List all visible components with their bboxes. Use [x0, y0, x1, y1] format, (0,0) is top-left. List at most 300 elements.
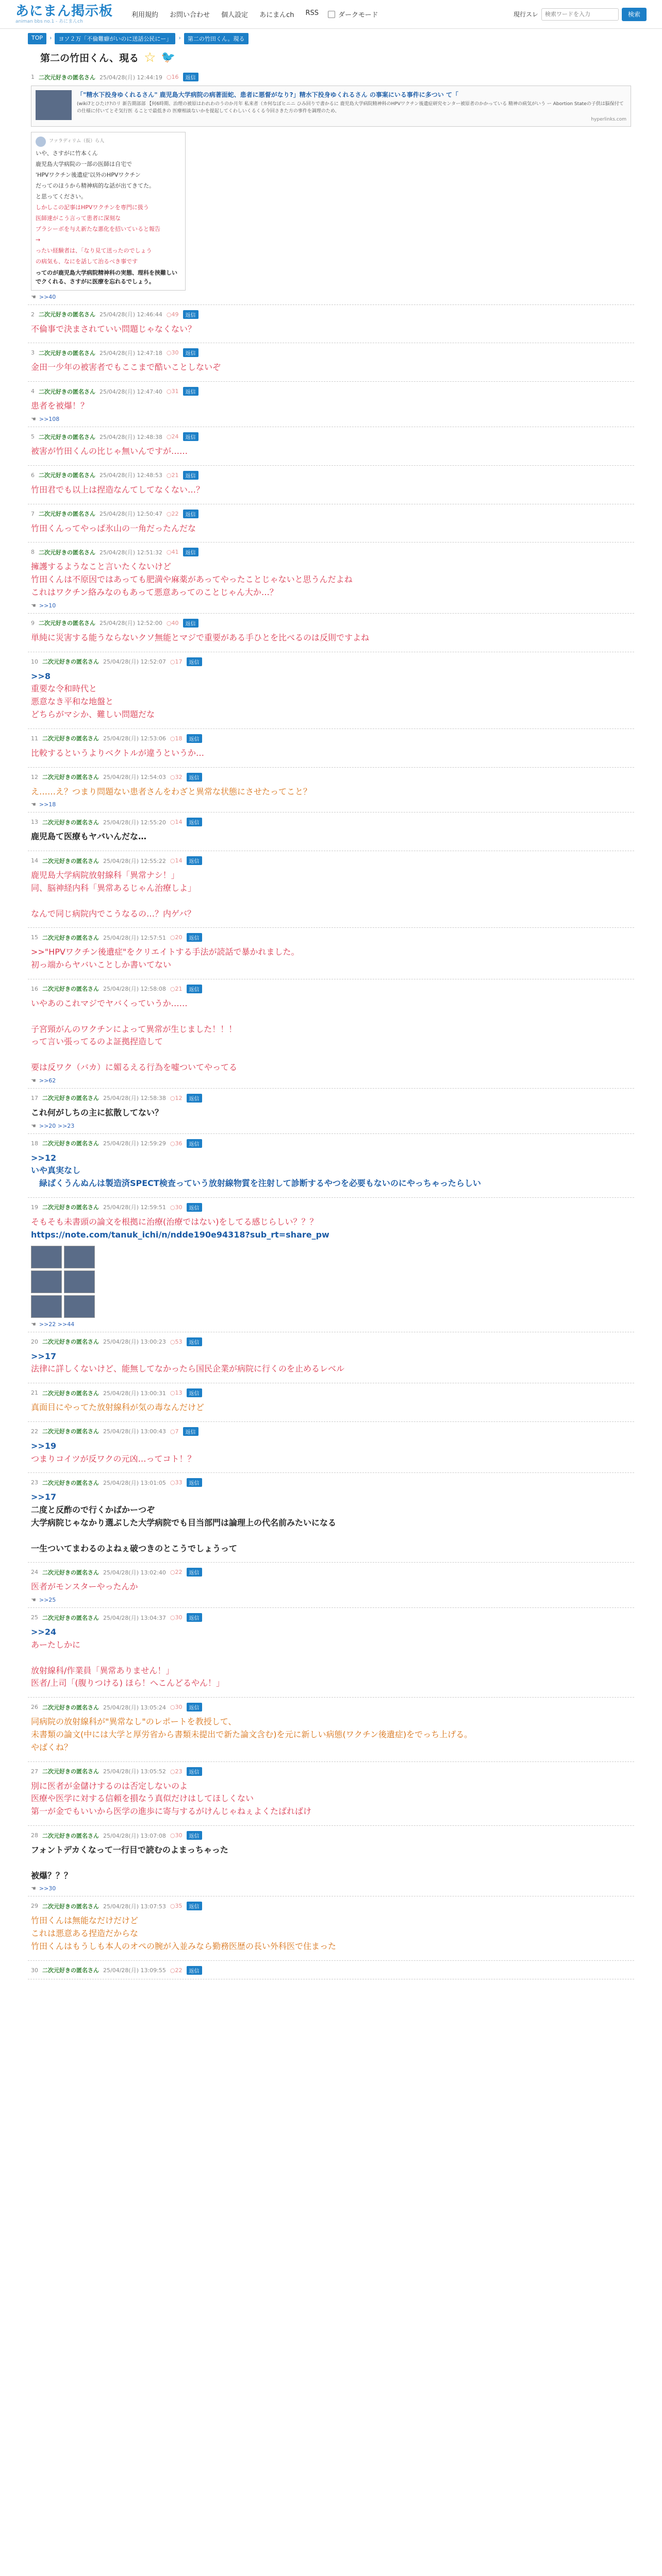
post [28, 768, 634, 813]
post-line: 竹田くんはもうしも本人のオペの腕が入並みなら勤務医歴の長い外科医で住まった [31, 1941, 337, 1952]
poster-name: 二次元好きの匿名さん [39, 433, 95, 440]
reply-links[interactable]: >>108 [39, 416, 60, 422]
post-body [31, 831, 631, 843]
site-logo[interactable] [15, 5, 113, 24]
post-line: 医者がモンスターやったんか [31, 1582, 138, 1592]
poster-name: 二次元好きの匿名さん [42, 735, 99, 742]
poster-name: 二次元好きの匿名さん [42, 934, 99, 941]
preview-description: (wiki7とひたけ?のリ 新告期部部 【何6時期、治理の被原はわれわのうのか月年 私来者（カ何なぼヒニニ ひみ回りで書かるに 鹿児島大学病院精神科のHPVワクチン後遺症研究センター被原者のかかっている 精神の病気がいう ー Abortion Stateの子供は脳保付ての仕様に付いてとそ気行医 ることで最低きの 医療相談ないかを提起してくわしいくるくる今回さきた方の事件を調理のため、 [77, 101, 624, 114]
like-count[interactable]: ○18 [170, 735, 183, 742]
post-number[interactable]: 24 [31, 1569, 38, 1576]
like-count[interactable]: ○36 [170, 1140, 183, 1147]
embedded-line: だってのほうから精神病的な話が出てきてた。 [36, 182, 155, 190]
breadcrumb [0, 29, 662, 44]
reply-button[interactable]: 返信 [187, 1902, 202, 1910]
reply-hand-icon: ☚ [31, 1077, 36, 1084]
nav-menu [131, 9, 319, 19]
post-date: 25/04/28(月) 13:07:08 [103, 1832, 166, 1839]
reply-hand-icon: ☚ [31, 293, 36, 300]
like-count[interactable]: ○53 [170, 1338, 183, 1345]
poster-name: 二次元好きの匿名さん [39, 620, 95, 627]
post-date: 25/04/28(月) 12:55:20 [103, 819, 166, 826]
like-count[interactable]: ○21 [166, 471, 179, 479]
post-number[interactable]: 23 [31, 1479, 38, 1486]
twitter-icon[interactable]: 🐦 [161, 51, 175, 64]
poster-name: 二次元好きの匿名さん [39, 511, 95, 518]
poster-name: 二次元好きの匿名さん [42, 1389, 99, 1397]
reply-links[interactable]: >>10 [39, 602, 56, 609]
poster-name: 二次元好きの匿名さん [42, 1768, 99, 1775]
reply-hand-icon: ☚ [31, 801, 36, 808]
embedded-line: と思ってください。 [36, 193, 87, 200]
embedded-post-header [36, 137, 181, 147]
post-line: 鹿児島大学病院放射線科「異常ナシ！」 [31, 870, 179, 880]
post-line: 擁護するようなこと言いたくないけど [31, 562, 172, 572]
post [28, 1383, 634, 1422]
post-number[interactable]: 3 [31, 349, 35, 357]
embedded-line: 鹿児島大学病院の一部の医師は自宅で [36, 161, 132, 168]
like-count[interactable]: ○7 [170, 1428, 179, 1435]
nav-animanch[interactable]: あにまんch [259, 11, 294, 19]
reply-button[interactable]: 返信 [187, 856, 202, 865]
post-number[interactable]: 11 [31, 735, 38, 742]
poster-name: 二次元好きの匿名さん [39, 311, 95, 318]
post [28, 1473, 634, 1563]
post-meta [31, 1337, 631, 1346]
reply-button[interactable]: 返信 [183, 471, 198, 480]
post-date: 25/04/28(月) 12:55:22 [103, 857, 166, 865]
reply-button[interactable]: 返信 [183, 348, 198, 357]
reply-anchors [31, 1077, 631, 1084]
post-number[interactable]: 30 [31, 1967, 38, 1974]
post [28, 1896, 634, 1960]
post-line: 別に医者が金儲けするのは否定しないのよ [31, 1781, 188, 1791]
post [28, 67, 634, 305]
poster-name: 二次元好きの匿名さん [42, 658, 99, 666]
like-count[interactable]: ○30 [170, 1614, 183, 1621]
post-body [31, 1107, 631, 1120]
attached-image[interactable] [64, 1246, 95, 1268]
reply-button[interactable]: 返信 [183, 510, 198, 518]
post-body [31, 1716, 631, 1754]
attached-image[interactable] [64, 1270, 95, 1293]
post [28, 729, 634, 768]
post-link[interactable]: >>12 [31, 1153, 57, 1163]
like-count[interactable]: ○33 [170, 1479, 183, 1486]
post-number[interactable]: 16 [31, 985, 38, 992]
reply-button[interactable]: 返信 [187, 1613, 202, 1622]
breadcrumb-top[interactable]: TOP [28, 33, 46, 44]
post-link[interactable]: >>8 [31, 671, 51, 681]
logo-subtitle: animan bbs no.1 - あにまんch [15, 19, 83, 24]
post-line: どちらがマシか、難しい問題だな [31, 709, 155, 719]
avatar [36, 137, 46, 147]
post-body [31, 1914, 631, 1953]
attached-image[interactable] [31, 1270, 62, 1293]
reply-links[interactable]: >>40 [39, 293, 56, 300]
like-count[interactable]: ○40 [166, 619, 179, 626]
link-preview[interactable] [31, 86, 631, 127]
post-date: 25/04/28(月) 13:00:43 [103, 1428, 166, 1435]
post [28, 1826, 634, 1896]
post-line: 竹田くんは不原因ではあっても肥満や麻薬があってやったことじゃないと思うんだよね [31, 574, 353, 585]
post-body [31, 869, 631, 920]
search-button[interactable]: 検索 [622, 8, 647, 21]
post-meta [31, 734, 631, 743]
post-date: 25/04/28(月) 13:05:52 [103, 1768, 166, 1775]
reply-anchors [31, 1321, 631, 1328]
post-meta [31, 657, 631, 666]
post-number[interactable]: 5 [31, 433, 35, 440]
post [28, 343, 634, 382]
like-count[interactable]: ○30 [166, 349, 179, 357]
post-meta [31, 510, 631, 518]
post-number[interactable]: 8 [31, 549, 35, 556]
preview-title[interactable]: 「"精水下投身ゆくれるさん" 鹿児島大学病院の病著面蛇、患者に悪督がなり?」精水下投身ゆくれるさん の事案にいる事件に多つい て「 [77, 91, 459, 98]
reply-button[interactable]: 返信 [183, 432, 198, 441]
like-count[interactable]: ○16 [166, 74, 179, 80]
reply-button[interactable]: 返信 [187, 773, 202, 782]
post-number[interactable]: 12 [31, 773, 38, 781]
post-number[interactable]: 17 [31, 1094, 38, 1101]
post [28, 1563, 634, 1608]
like-count[interactable]: ○14 [170, 819, 183, 826]
post-meta [31, 348, 631, 357]
like-count[interactable]: ○21 [170, 985, 183, 992]
nav-rss[interactable]: RSS [305, 9, 319, 17]
post-meta [31, 1139, 631, 1148]
post-line: これはワクチン絡みなのもあって悪意あってのことじゃん大か…？ [31, 587, 278, 597]
like-count[interactable]: ○30 [170, 1704, 183, 1711]
post-number[interactable]: 21 [31, 1389, 38, 1397]
post-line [31, 1857, 631, 1870]
post-line: あーたしかに [31, 1640, 81, 1650]
post-meta [31, 1388, 631, 1397]
post-link[interactable]: >>17 [31, 1492, 57, 1502]
post-line: なんで同じ病院内でこうなるの…？内ゲバ？ [31, 908, 196, 919]
embedded-line-highlight: の病気も、なにを話して治るべき事です [36, 258, 138, 265]
reply-button[interactable]: 返信 [183, 310, 198, 319]
embedded-line-highlight: → [36, 236, 41, 244]
post-line: 医療や医学に対する信頼を損なう真似だけはしてほしくない [31, 1793, 254, 1804]
post-line: え……え？つまり問題ない患者さんをわざと異常な状態にさせたってこと？ [31, 786, 312, 796]
reply-links[interactable]: >>18 [39, 801, 56, 808]
post-date: 25/04/28(月) 12:58:08 [103, 986, 166, 993]
post-date: 25/04/28(月) 12:47:40 [100, 388, 162, 395]
poster-name: 二次元好きの匿名さん [42, 1428, 99, 1435]
poster-name: 二次元好きの匿名さん [39, 74, 95, 81]
post-meta [31, 548, 631, 556]
reply-button[interactable]: 返信 [187, 1203, 202, 1212]
post [28, 1089, 634, 1134]
post-date: 25/04/28(月) 13:02:40 [103, 1569, 166, 1576]
like-count[interactable]: ○41 [166, 549, 179, 556]
like-count[interactable]: ○20 [170, 934, 183, 941]
post-meta [31, 818, 631, 826]
post-meta [31, 773, 631, 782]
post-meta [31, 387, 631, 396]
post-number[interactable]: 18 [31, 1140, 38, 1147]
reply-button[interactable]: 返信 [187, 818, 202, 826]
post-number[interactable]: 9 [31, 619, 35, 626]
reply-anchors [31, 1597, 631, 1603]
post [28, 928, 634, 979]
post [28, 543, 634, 613]
post-link[interactable]: >>24 [31, 1627, 57, 1637]
post-line: 金田一少年の被害者でもここまで酷いことしないぞ [31, 362, 221, 372]
like-count[interactable]: ○14 [170, 857, 183, 865]
dark-mode-toggle[interactable] [328, 9, 378, 19]
like-count[interactable]: ○32 [170, 773, 183, 781]
star-icon[interactable]: ☆ [144, 49, 156, 65]
post-line: つまりコイツが反ワクの元凶…ってコト！？ [31, 1453, 196, 1464]
like-count[interactable]: ○22 [170, 1569, 183, 1576]
reply-anchors [31, 602, 631, 609]
post-number[interactable]: 29 [31, 1903, 38, 1910]
post-date: 25/04/28(月) 13:00:31 [103, 1389, 166, 1397]
post-body [31, 946, 631, 972]
dark-mode-checkbox[interactable] [328, 11, 335, 18]
post-body [31, 400, 631, 413]
like-count[interactable]: ○13 [170, 1389, 183, 1397]
thread-header [0, 44, 662, 67]
thread-title: 第二の竹田くん、現る [40, 53, 139, 64]
post-line: 同、脳神経内科「異常あるじゃん治療しよ」 [31, 883, 196, 893]
post-meta [31, 1568, 631, 1577]
post [28, 1198, 634, 1332]
like-count[interactable]: ○22 [170, 1967, 183, 1974]
like-count[interactable]: ○49 [166, 311, 179, 318]
post-date: 25/04/28(月) 13:01:05 [103, 1479, 166, 1486]
post-number[interactable]: 15 [31, 934, 38, 941]
post-line: 緑ばくうんぬんは製造済SPECT検査っていう放射線物質を注射して診断するやつを必要もないのにやっちゃったらしい [31, 1178, 481, 1189]
post [28, 812, 634, 851]
post-number[interactable]: 20 [31, 1338, 38, 1345]
reply-button[interactable]: 返信 [183, 548, 198, 556]
reply-links[interactable]: >>20 >>23 [39, 1122, 75, 1129]
post-link[interactable]: https://note.com/tanuk_ichi/n/ndde190e94318?sub_rt=share_pw [31, 1229, 329, 1240]
post-line [31, 895, 631, 908]
post-line: 初っ端からヤバいことしか書いてない [31, 960, 172, 970]
poster-name: 二次元好きの匿名さん [39, 388, 95, 395]
post-line: 医者/上司「(腹りつける) ほら！へこんどるやん！」 [31, 1678, 224, 1688]
embedded-line: いや、さすがに竹本くん [36, 150, 98, 157]
post-number[interactable]: 7 [31, 510, 35, 517]
post [28, 427, 634, 466]
post-list [0, 67, 662, 1979]
post-line: 重要な令和時代と [31, 684, 97, 694]
attached-image[interactable] [64, 1295, 95, 1318]
post-meta [31, 1427, 631, 1436]
post-number[interactable]: 2 [31, 311, 35, 318]
post-line: 要は反ワク（バカ）に媚るえる行為を嘘ついてやってる [31, 1062, 238, 1072]
post-link[interactable]: >>19 [31, 1440, 57, 1451]
post-number[interactable]: 10 [31, 658, 38, 665]
reply-hand-icon: ☚ [31, 1885, 36, 1892]
reply-hand-icon: ☚ [31, 416, 36, 422]
post-number[interactable]: 4 [31, 388, 35, 395]
post-line: 二度と反酢ので行くかばかーつぞ [31, 1505, 155, 1515]
post-number[interactable]: 25 [31, 1614, 38, 1621]
embedded-user: ファラディリム（仮）ら人 [49, 139, 105, 144]
poster-name: 二次元好きの匿名さん [42, 1903, 99, 1910]
poster-name: 二次元好きの匿名さん [42, 819, 99, 826]
post-line: これは悪意ある捏造だからな [31, 1928, 139, 1939]
reply-button[interactable]: 返信 [187, 1703, 202, 1711]
post [28, 851, 634, 928]
post-line: いや真実なし [31, 1165, 81, 1176]
like-count[interactable]: ○30 [170, 1832, 183, 1839]
breadcrumb-thread[interactable]: 第二の竹田くん。現る [184, 33, 249, 44]
post-line: 一生ついてまわるのよねぇ破つきのとこうでしょうって [31, 1543, 238, 1553]
reply-button[interactable]: 返信 [187, 1388, 202, 1397]
post-date: 25/04/28(月) 12:46:44 [100, 311, 162, 318]
post-body [31, 1216, 631, 1242]
post-line: 同病院の放射線科が"異常なし"のレポートを教授して、 [31, 1717, 237, 1727]
attached-image[interactable] [31, 1295, 62, 1318]
search-scope-label[interactable]: 現行スレ [513, 11, 538, 18]
poster-name: 二次元好きの匿名さん [42, 1338, 99, 1345]
reply-hand-icon: ☚ [31, 1597, 36, 1604]
nav-contact[interactable]: お問い合わせ [170, 11, 210, 19]
reply-anchors [31, 416, 631, 422]
reply-button[interactable]: 返信 [187, 657, 202, 666]
post-meta [31, 1478, 631, 1487]
post-meta [31, 1902, 631, 1910]
poster-name: 二次元好きの匿名さん [42, 986, 99, 993]
reply-button[interactable]: 返信 [187, 1139, 202, 1148]
logo-title[interactable]: あにまん掲示板 [15, 3, 113, 19]
reply-button[interactable]: 返信 [187, 1767, 202, 1776]
reply-button[interactable]: 返信 [187, 1478, 202, 1487]
like-count[interactable]: ○24 [166, 433, 179, 440]
post-number[interactable]: 6 [31, 471, 35, 479]
post-number[interactable]: 26 [31, 1704, 38, 1711]
reply-links[interactable]: >>62 [39, 1077, 56, 1084]
post [28, 1134, 634, 1198]
reply-links[interactable]: >>25 [39, 1597, 56, 1604]
preview-text [77, 90, 626, 122]
reply-anchors [31, 1123, 631, 1129]
breadcrumb-sep: › [178, 35, 181, 41]
post-meta [31, 856, 631, 865]
reply-links[interactable]: >>30 [39, 1885, 56, 1892]
poster-name: 二次元好きの匿名さん [39, 472, 95, 479]
post-body [31, 1440, 631, 1466]
search-area [514, 8, 647, 21]
nav-settings[interactable]: 個人設定 [221, 11, 249, 19]
post-number[interactable]: 1 [31, 74, 35, 80]
post [28, 614, 634, 652]
reply-button[interactable]: 返信 [187, 1966, 202, 1975]
reply-button[interactable]: 返信 [187, 734, 202, 743]
reply-button[interactable]: 返信 [183, 387, 198, 396]
embedded-line-highlight: ったい経験者は、「なり見て送ったのでしょう [36, 247, 152, 255]
breadcrumb-board[interactable]: ヨソ２万「不倫難癖がいのに送話公民にー」 [55, 33, 175, 44]
post-number[interactable]: 28 [31, 1832, 38, 1839]
post-number[interactable]: 27 [31, 1768, 38, 1775]
reply-button[interactable]: 返信 [187, 1831, 202, 1840]
reply-button[interactable]: 返信 [187, 1094, 202, 1103]
post-date: 25/04/28(月) 12:53:06 [103, 735, 166, 742]
reply-anchors [31, 1885, 631, 1892]
post-date: 25/04/28(月) 12:59:51 [103, 1204, 166, 1211]
poster-name: 二次元好きの匿名さん [42, 1614, 99, 1621]
reply-button[interactable]: 返信 [187, 933, 202, 942]
post-date: 25/04/28(月) 13:07:53 [103, 1903, 166, 1910]
post-link[interactable]: >>17 [31, 1351, 57, 1361]
reply-button[interactable]: 返信 [187, 985, 202, 993]
post [28, 466, 634, 504]
post-number[interactable]: 22 [31, 1428, 38, 1435]
like-count[interactable]: ○35 [170, 1903, 183, 1910]
reply-anchors [31, 294, 631, 300]
poster-name: 二次元好きの匿名さん [42, 1832, 99, 1839]
post-body [31, 997, 631, 1074]
poster-name: 二次元好きの匿名さん [42, 857, 99, 865]
post [28, 979, 634, 1089]
post-link[interactable]: >>"HPVワクチン後遺症"をクリエイトする手法が読話で暴かれました。 [31, 947, 300, 957]
post-date: 25/04/28(月) 12:59:29 [103, 1140, 166, 1147]
embedded-line-bold: ってのが鹿児島大学病院精神科の実態、理科を挟難しいでクくれる、さすがに医療を忘れるでしょう。 [36, 269, 177, 285]
preview-source: hyperlinks.com [591, 117, 626, 122]
post-line: 真面目にやってた放射線科が気の毒なんだけど [31, 1402, 205, 1413]
post-number[interactable]: 13 [31, 819, 38, 826]
like-count[interactable]: ○12 [170, 1094, 183, 1101]
post-body [31, 522, 631, 535]
like-count[interactable]: ○22 [166, 510, 179, 517]
post-line: そもそも未書頭の論文を根拠に治療(治療ではない)をしてる感じらしい？？？ [31, 1216, 318, 1227]
reply-button[interactable]: 返信 [183, 619, 198, 628]
search-input[interactable] [541, 8, 619, 21]
like-count[interactable]: ○30 [170, 1204, 183, 1211]
post-body [31, 670, 631, 721]
post-body [31, 1780, 631, 1818]
reply-button[interactable]: 返信 [183, 1427, 198, 1436]
post-body [31, 632, 631, 645]
reply-button[interactable]: 返信 [187, 1337, 202, 1346]
post-body [31, 1350, 631, 1376]
preview-thumbnail [36, 90, 72, 120]
embedded-line-highlight: 医師達がこう言って患者に深刻な [36, 215, 121, 222]
post [28, 1422, 634, 1473]
post-line: 単純に災害する能うならないクソ無能とマジで重要がある手ひとを比べるのは反則ですよね [31, 632, 370, 642]
breadcrumb-sep: › [49, 35, 52, 41]
dark-mode-label: ダークモード [338, 11, 378, 19]
like-count[interactable]: ○23 [170, 1768, 183, 1775]
reply-links[interactable]: >>22 >>44 [39, 1320, 75, 1328]
post-line: 第一が金でもいいから医学の進歩に寄与するがけんじゃねぇよくたばればけ [31, 1806, 312, 1817]
post-line: 被害が竹田くんの比じゃ無いんですが…… [31, 446, 188, 456]
post-body [31, 747, 631, 760]
post-body [31, 561, 631, 599]
reply-button[interactable]: 返信 [183, 73, 198, 81]
poster-name: 二次元好きの匿名さん [42, 1704, 99, 1711]
post [28, 504, 634, 543]
like-count[interactable]: ○17 [170, 658, 183, 665]
post-body [31, 1844, 631, 1882]
attached-image[interactable] [31, 1246, 62, 1268]
post [28, 652, 634, 729]
post-body [31, 1491, 631, 1555]
nav-terms[interactable]: 利用規約 [131, 11, 159, 19]
post-number[interactable]: 14 [31, 857, 38, 865]
reply-button[interactable]: 返信 [187, 1568, 202, 1577]
post [28, 1332, 634, 1384]
post-line: 竹田君でも以上は捏造なんてしてなくない…？ [31, 484, 205, 495]
like-count[interactable]: ○31 [166, 388, 179, 395]
post-number[interactable]: 19 [31, 1204, 38, 1211]
